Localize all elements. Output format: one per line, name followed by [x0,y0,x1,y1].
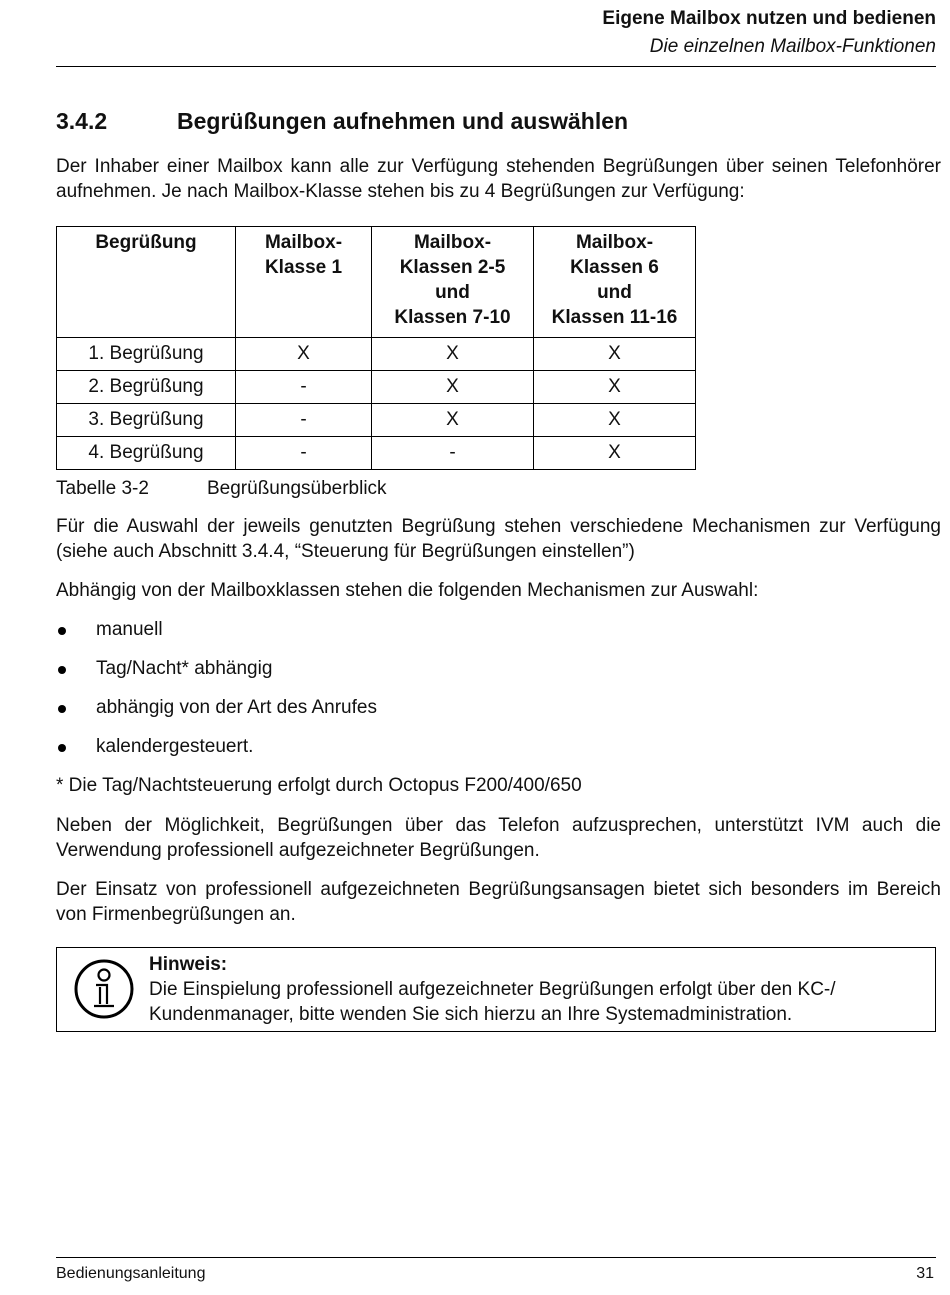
header-subtitle: Die einzelnen Mailbox-Funktionen [649,36,936,57]
selection-paragraph: Für die Auswahl der jeweils genutzten Begrüßung stehen verschiedene Mechanismen zur Verfügung (siehe auch Abschnitt 3.4.4, “Steuerung für Begrüßungen einstellen”) [56,516,941,562]
section-number: 3.4.2 [56,108,108,134]
table-cell: - [236,371,372,404]
table-header-row [57,227,696,338]
list-item [56,695,377,734]
table-cell: X [372,371,534,404]
list-item-text: Tag/Nacht* abhängig [96,658,273,679]
header-line: Mailbox- [413,232,492,253]
table-header-cell [372,227,534,338]
caption-number: Tabelle 3-2 [56,478,149,499]
table-cell: X [236,338,372,371]
list-item [56,734,377,773]
list-item [56,656,377,695]
header-line: Klassen 6 [570,257,659,278]
section-heading [56,108,628,135]
table-row [57,338,696,371]
table-cell: X [534,404,696,437]
note-text: Die Einspielung professionell aufgezeichneter Begrüßungen erfolgt über den KC-/ Kundenmanager, bitte wenden Sie sich hierzu an Ihre Systemadministration. [149,979,836,1025]
footer-divider [56,1257,936,1258]
bullet-icon [58,666,66,674]
header-line: Klassen 11-16 [551,307,678,328]
table-cell: 2. Begrüßung [57,371,236,404]
section-title: Begrüßungen aufnehmen und auswählen [177,108,629,134]
table-cell: X [534,437,696,470]
note-heading: Hinweis: [149,954,228,975]
table-row [57,404,696,437]
header-line: Klassen 2-5 [399,257,506,278]
header-line: Klasse 1 [264,257,343,278]
list-item-text: manuell [96,619,163,640]
mechanisms-intro: Abhängig von der Mailboxklassen stehen die folgenden Mechanismen zur Auswahl: [56,580,759,601]
table-header-cell [534,227,696,338]
info-icon [73,958,135,1020]
mechanism-list [56,617,377,773]
list-item-text: abhängig von der Art des Anrufes [96,697,377,718]
table-cell: 4. Begrüßung [57,437,236,470]
bullet-icon [58,744,66,752]
list-item [56,617,377,656]
table-cell: X [534,338,696,371]
header-line: Mailbox- [575,232,654,253]
table-cell: X [372,404,534,437]
list-item-text: kalendergesteuert. [96,736,254,757]
table-header-cell [57,227,236,338]
header-line: Mailbox- [264,232,343,253]
bullet-icon [58,627,66,635]
header-title: Eigene Mailbox nutzen und bedienen [602,8,936,29]
header-line: Begrüßung [95,232,197,253]
header-divider [56,66,936,67]
table-cell: X [534,371,696,404]
header-line: und [435,282,470,303]
table-row [57,437,696,470]
caption-text: Begrüßungsüberblick [207,478,387,499]
company-greeting-paragraph: Der Einsatz von professionell aufgezeichneten Begrüßungsansagen bietet sich besonders im Bereich von Firmenbegrüßungen an. [56,879,941,925]
footer-label: Bedienungsanleitung [56,1265,206,1282]
table-cell: 1. Begrüßung [57,338,236,371]
table-cell: 3. Begrüßung [57,404,236,437]
header-line: und [597,282,632,303]
table-row [57,371,696,404]
footnote: * Die Tag/Nachtsteuerung erfolgt durch Octopus F200/400/650 [56,775,582,796]
bullet-icon [58,705,66,713]
greeting-table [56,226,696,470]
note-box [56,947,936,1032]
table-cell: - [236,437,372,470]
professional-paragraph: Neben der Möglichkeit, Begrüßungen über das Telefon aufzusprechen, unterstützt IVM auch die Verwendung professionell aufgezeichneter Begrüßungen. [56,815,941,861]
table-cell: - [372,437,534,470]
note-content [149,952,929,1027]
table-cell: X [372,338,534,371]
table-header-cell [236,227,372,338]
intro-paragraph: Der Inhaber einer Mailbox kann alle zur Verfügung stehenden Begrüßungen über seinen Telefonhörer aufnehmen. Je nach Mailbox-Klasse stehen bis zu 4 Begrüßungen zur Verfügung: [56,156,941,202]
table-cell: - [236,404,372,437]
header-line: Klassen 7-10 [394,307,511,328]
page-number: 31 [916,1265,934,1282]
table-caption [56,478,387,500]
